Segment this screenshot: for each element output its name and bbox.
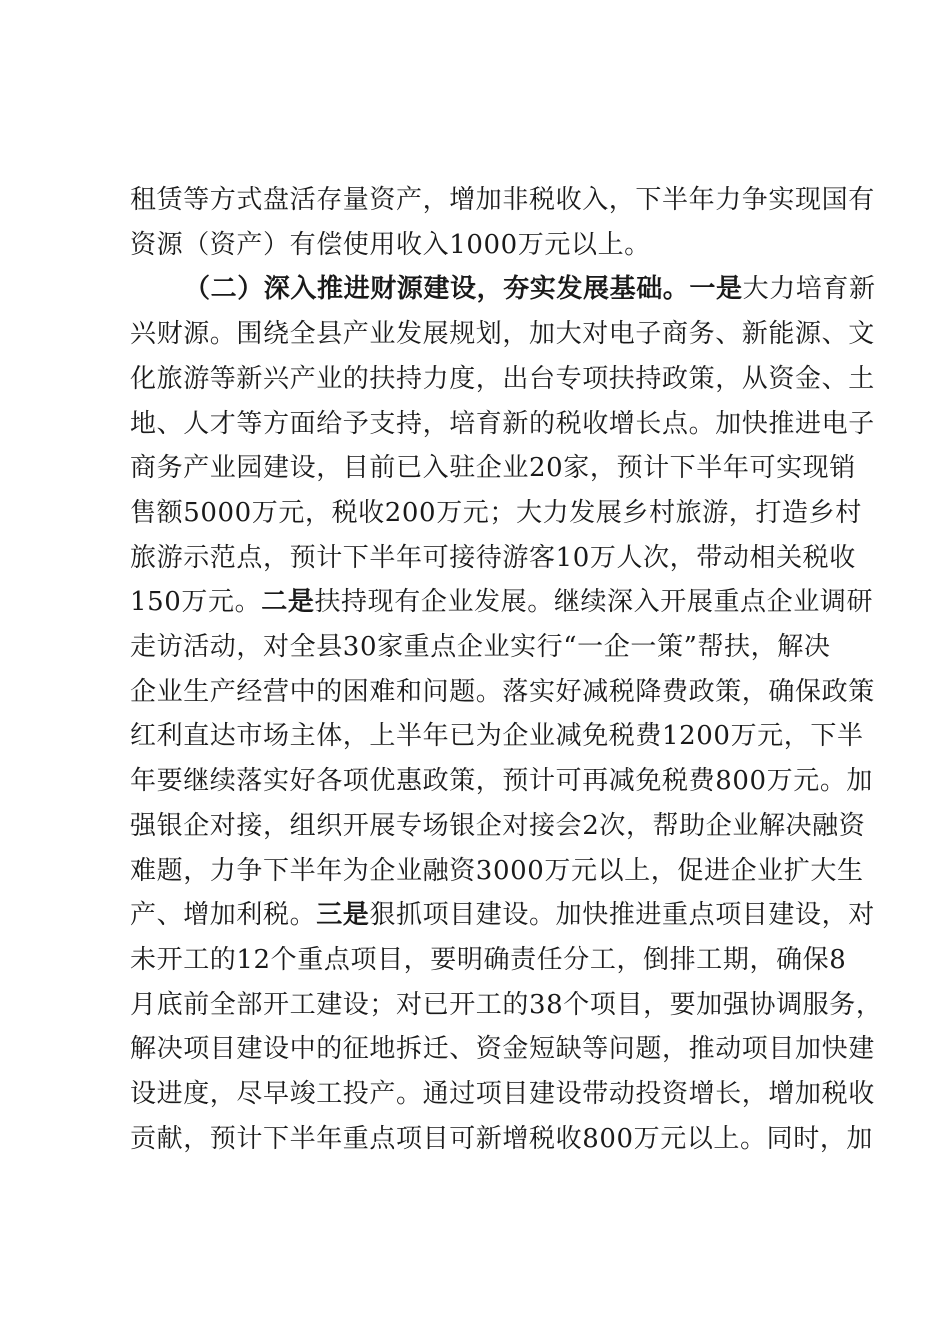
text-line — [130, 759, 874, 804]
text-segment: 月底前全部开工建设；对已开工的38个项目，要加强协调服务， — [130, 989, 883, 1020]
bold-text-segment: 三是 — [316, 900, 370, 931]
text-segment: 狠抓项目建设。加快推进重点项目建设，对 — [369, 900, 875, 931]
text-segment: 售额5000万元，税收200万元；大力发展乡村旅游，打造乡村 — [130, 497, 862, 528]
text-segment: 商务产业园建设，目前已入驻企业20家，预计下半年可实现销 — [130, 453, 856, 484]
text-segment: 租赁等方式盘活存量资产，增加非税收入，下半年力争实现国有 — [130, 185, 875, 215]
text-line — [130, 849, 864, 894]
text-segment: 化旅游等新兴产业的扶持力度，出台专项扶持政策，从资金、土 — [130, 363, 875, 394]
text-line — [130, 536, 856, 581]
text-segment: 年要继续落实好各项优惠政策，预计可再减免税费800万元。加 — [130, 766, 874, 797]
text-line — [130, 804, 866, 849]
text-line — [130, 625, 830, 670]
bold-text-segment: 一是 — [689, 274, 743, 305]
text-line — [130, 1117, 874, 1162]
text-line — [130, 580, 874, 625]
text-line — [130, 983, 883, 1028]
text-segment: 解决项目建设中的征地拆迁、资金短缺等问题，推动项目加快建 — [130, 1034, 875, 1065]
text-line — [130, 893, 875, 938]
bold-text-segment: 二是 — [261, 587, 315, 618]
text-line — [130, 312, 875, 357]
text-line — [130, 223, 830, 268]
bold-text-segment: （二）深入推进财源建设，夯实发展基础。 — [184, 274, 690, 305]
text-segment: 150万元。 — [130, 587, 262, 618]
text-segment: 资源（资产）有偿使用收入1000万元以上。 — [130, 229, 651, 260]
text-line — [130, 178, 875, 223]
text-segment: 兴财源。围绕全县产业发展规划，加大对电子商务、新能源、文 — [130, 319, 875, 350]
text-line — [130, 402, 875, 447]
text-line — [130, 1027, 875, 1072]
text-segment: 未开工的12个重点项目，要明确责任分工，倒排工期，确保8 — [130, 944, 847, 975]
text-segment: 企业生产经营中的困难和问题。落实好减税降费政策，确保政策 — [130, 676, 875, 707]
text-segment: 旅游示范点，预计下半年可接待游客10万人次，带动相关税收 — [130, 542, 856, 573]
text-line — [130, 938, 847, 983]
text-line — [130, 491, 862, 536]
text-segment: 扶持现有企业发展。继续深入开展重点企业调研 — [314, 587, 874, 618]
text-segment: 产、增加利税。 — [130, 900, 317, 931]
text-segment: 地、人才等方面给予支持，培育新的税收增长点。加快推进电子 — [130, 408, 875, 439]
text-segment: 走访活动，对全县30家重点企业实行“一企一策”帮扶，解决 — [130, 632, 831, 663]
text-line — [130, 714, 864, 759]
text-segment: 红利直达市场主体，上半年已为企业减免税费1200万元，下半 — [130, 721, 864, 752]
text-line — [130, 357, 875, 402]
text-segment: 贡献，预计下半年重点项目可新增税收800万元以上。同时，加 — [130, 1123, 874, 1154]
text-segment: 大力培育新 — [742, 274, 876, 305]
text-line — [130, 1072, 875, 1117]
text-line — [130, 670, 875, 715]
text-segment: 难题，力争下半年为企业融资3000万元以上，促进企业扩大生 — [130, 855, 864, 886]
body-text — [130, 178, 883, 1161]
text-segment: 设进度，尽早竣工投产。通过项目建设带动投资增长，增加税收 — [130, 1079, 875, 1110]
text-line — [130, 267, 876, 312]
text-line — [130, 446, 856, 491]
text-segment: 强银企对接，组织开展专场银企对接会2次，帮助企业解决融资 — [130, 810, 866, 841]
